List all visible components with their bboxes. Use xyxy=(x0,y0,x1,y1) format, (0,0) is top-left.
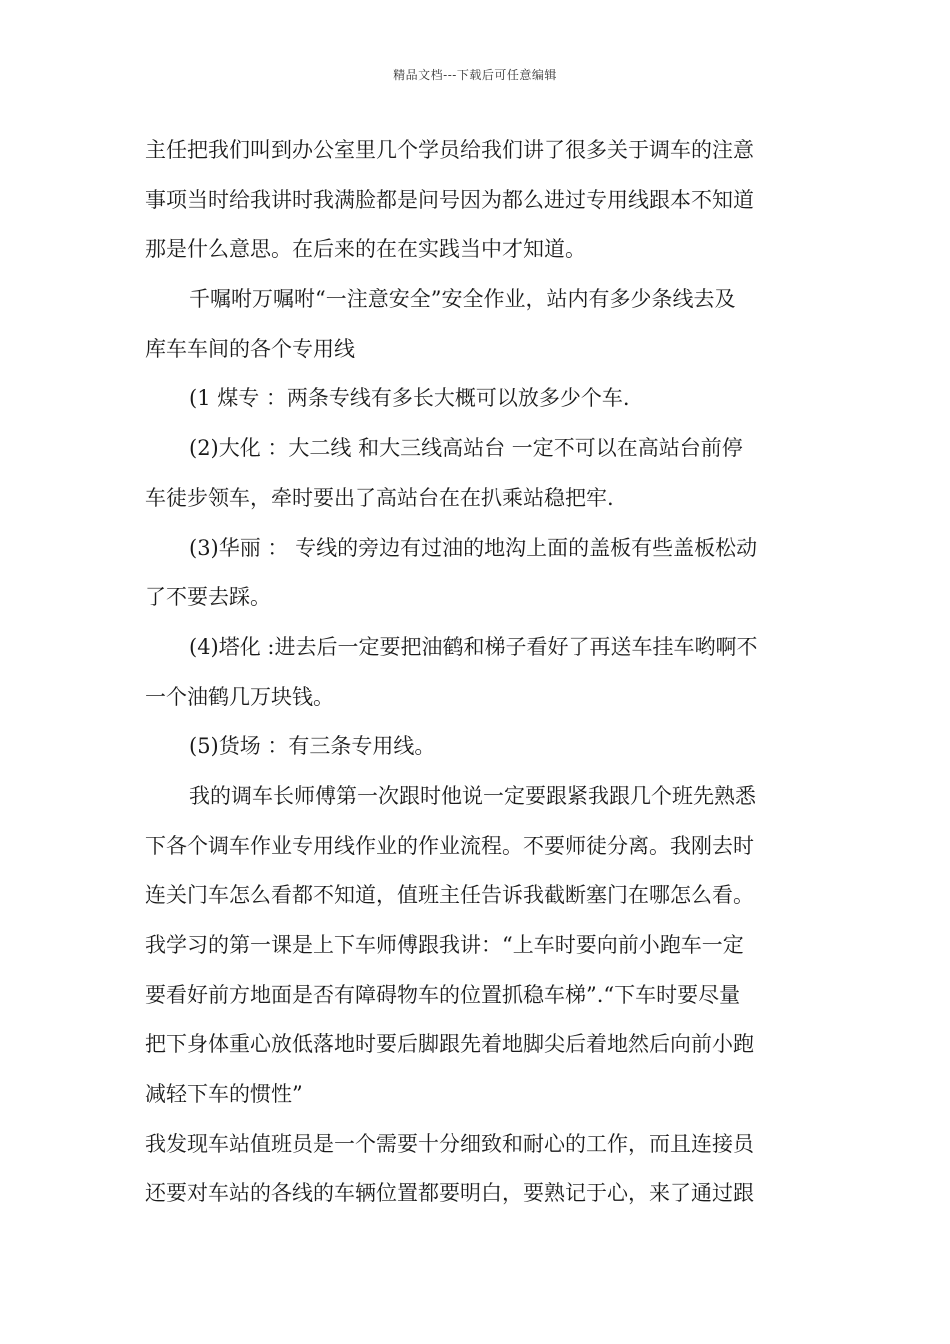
text-line: 库车车间的各个专用线 xyxy=(145,336,355,361)
text-line: 主任把我们叫到办公室里几个学员给我们讲了很多关于调车的注意 xyxy=(145,138,754,162)
text-line: 连关门车怎么看都不知道，值班主任告诉我截断塞门在哪怎么看。 xyxy=(145,883,754,908)
text-line: 千嘱咐万嘱咐“一注意安全”安全作业，站内有多少条线去及 xyxy=(189,287,736,312)
text-line: (3)华丽 ： 专线的旁边有过油的地沟上面的盖板有些盖板松动 xyxy=(189,535,758,560)
text-line: 要看好前方地面是否有障碍物车的位置抓稳车梯”.“下车时要尽量 xyxy=(145,982,741,1007)
text-line: 一个油鹤几万块钱。 xyxy=(145,684,334,709)
page-header: 精品文档---下载后可任意编辑 xyxy=(393,68,557,82)
text-line: 下各个调车作业专用线作业的作业流程。不要师徒分离。我刚去时 xyxy=(145,833,754,858)
text-line: 车徒步领车，牵时要出了高站台在在扒乘站稳把牢. xyxy=(145,485,614,510)
text-line: (1 煤专 ：两条专线有多长大概可以放多少个车. xyxy=(189,386,630,411)
document-body xyxy=(145,126,810,1219)
text-line: 事项当时给我讲时我满脸都是问号因为都么进过专用线跟本不知道 xyxy=(145,187,754,212)
text-line: 减轻下车的惯性” xyxy=(145,1082,303,1107)
text-line: (2)大化 ：大二线 和大三线高站台 一定不可以在高站台前停 xyxy=(189,436,743,461)
text-line: (5)货场 ：有三条专用线。 xyxy=(189,734,436,759)
text-line: 把下身体重心放低落地时要后脚跟先着地脚尖后着地然后向前小跑 xyxy=(145,1032,754,1057)
text-line: 我发现车站值班员是一个需要十分细致和耐心的工作，而且连接员 xyxy=(145,1131,754,1156)
text-line: (4)塔化 :进去后一定要把油鹤和梯子看好了再送车挂车哟啊不 xyxy=(189,634,758,659)
text-line: 我学习的第一课是上下车师傅跟我讲：“上车时要向前小跑车一定 xyxy=(145,933,744,957)
text-line: 还要对车站的各线的车辆位置都要明白，要熟记于心，来了通过跟 xyxy=(145,1181,754,1206)
text-line: 那是什么意思。在后来的在在实践当中才知道。 xyxy=(145,237,586,262)
text-line: 我的调车长师傅第一次跟时他说一定要跟紧我跟几个班先熟悉 xyxy=(189,783,756,808)
text-line: 了不要去踩。 xyxy=(145,585,271,610)
